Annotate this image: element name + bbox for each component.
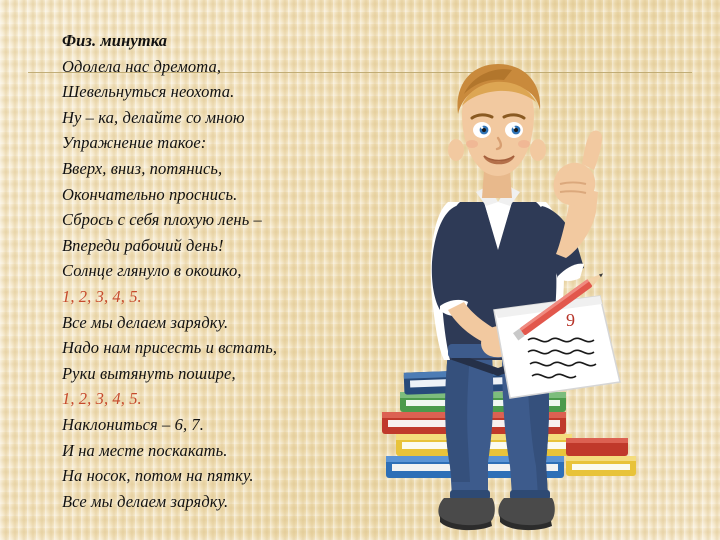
- poem-line: Впереди рабочий день!: [62, 235, 224, 255]
- poem-line: На носок, потом на пятку.: [62, 466, 254, 486]
- poem-line: Все мы делаем зарядку.: [62, 312, 229, 332]
- poem-line: Надо нам присесть и встать,: [62, 338, 278, 358]
- poem-line: Все мы делаем зарядку.: [62, 491, 229, 511]
- head: [448, 64, 546, 198]
- poem-title: Физ. минутка: [62, 31, 168, 50]
- poem-line: Руки вытянуть пошире,: [62, 363, 236, 383]
- poem-line: Наклониться – 6, 7.: [62, 414, 204, 434]
- illustration-boy-on-books: [352, 52, 712, 540]
- poem-line-accent: 1, 2, 3, 4, 5.: [62, 286, 142, 306]
- poem-line: Сбрось с себя плохую лень –: [62, 210, 262, 230]
- poem-line: Ну – ка, делайте со мною: [62, 107, 245, 127]
- poem-line: Одолела нас дремота,: [62, 56, 222, 76]
- shoes: [438, 498, 554, 530]
- poem-line: Упражнение такое:: [62, 133, 207, 153]
- notebook-grade-text: 9: [566, 310, 575, 330]
- poem-line: Солнце глянуло в окошко,: [62, 261, 242, 281]
- poem-line: И на месте поскакать.: [62, 440, 228, 460]
- poem-line: Шевельнуться неохота.: [62, 82, 235, 102]
- poem-line: Вверх, вниз, потянись,: [62, 158, 223, 178]
- poem-line-accent: 1, 2, 3, 4, 5.: [62, 389, 142, 409]
- poem-text-block: [62, 28, 392, 514]
- poem-line: Окончательно проснись.: [62, 184, 238, 204]
